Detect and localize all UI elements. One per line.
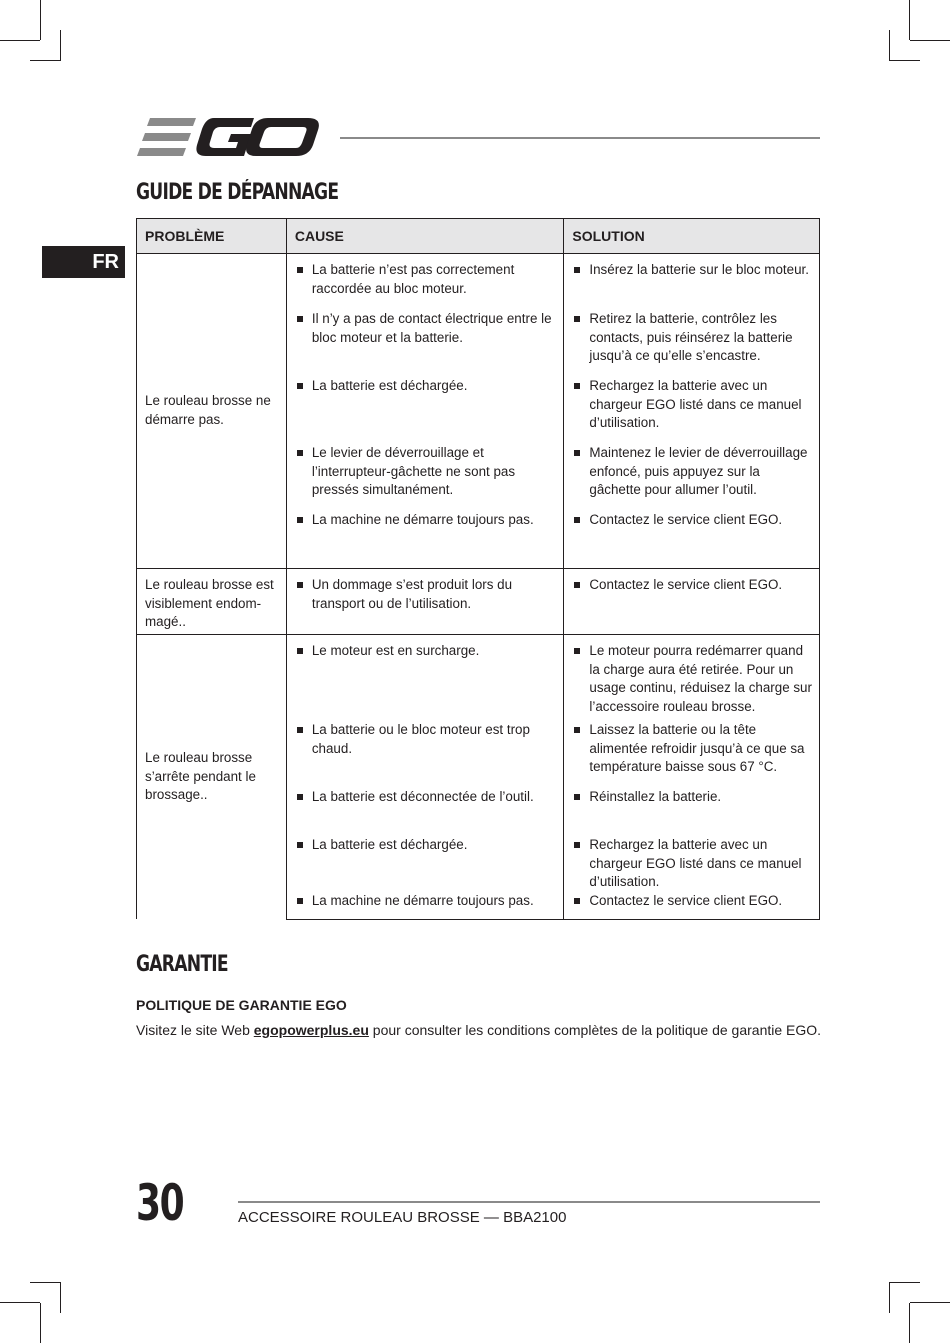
solution-text: Rechargez la batterie avec un chargeur EGO listé dans ce manuel d’utilisation. (564, 836, 819, 892)
cause-text: Le moteur est en surcharge. (287, 642, 564, 661)
crop-mark (60, 30, 61, 61)
crop-mark (910, 40, 950, 41)
crop-mark (909, 1303, 910, 1343)
problem-cell: Le rouleau brosse ne démarre pas. (137, 254, 287, 569)
solution-text: Maintenez le levier de déverrouillage enfoncé, puis appuyez sur la gâchette pour allumer l’outil. (564, 444, 819, 500)
cause-text: La batterie est déconnectée de l’outil. (287, 788, 564, 807)
crop-mark (40, 1303, 41, 1343)
cause-text: La machine ne démarre toujours pas. (287, 511, 564, 530)
problem-cell: Le rouleau brosse s’arrête pendant le brossage.. (137, 635, 287, 920)
footer-rule (238, 1201, 820, 1203)
warranty-text-before: Visitez le site Web (136, 1022, 254, 1038)
table-header-row (137, 219, 820, 254)
cause-cell (286, 569, 564, 635)
warranty-title: GARANTIE (136, 952, 228, 977)
solution-cell (564, 635, 820, 722)
cause-cell (286, 892, 564, 920)
solution-text: Retirez la batterie, contrôlez les contacts, puis réinsérez la batterie jusqu’à ce qu’elle s’encastre. (564, 310, 819, 366)
crop-mark (889, 30, 890, 61)
solution-text: Le moteur pourra redémarrer quand la charge aura été retirée. Pour un usage continu, réduisez la charge sur l’accessoire rouleau brosse. (564, 642, 819, 716)
cause-cell (286, 377, 564, 444)
cause-cell (286, 635, 564, 722)
table-row (137, 254, 820, 311)
solution-cell (564, 444, 820, 511)
solution-text: Laissez la batterie ou la tête alimentée refroidir jusqu’à ce que sa température baisse sous 67 °C. (564, 721, 819, 777)
solution-cell (564, 254, 820, 311)
crop-mark (909, 0, 910, 40)
solution-cell (564, 721, 820, 788)
cause-text: Le levier de déverrouillage et l’interrupteur-gâchette ne sont pas pressés simultanément. (287, 444, 564, 500)
crop-mark (40, 0, 41, 40)
solution-text: Réinstallez la batterie. (564, 788, 819, 807)
cause-cell (286, 836, 564, 892)
solution-text: Contactez le service client EGO. (564, 511, 819, 530)
crop-mark (889, 1282, 890, 1313)
crop-mark (889, 1282, 920, 1283)
page-number: 30 (136, 1174, 184, 1232)
header-rule (340, 137, 820, 139)
troubleshooting-table (136, 218, 820, 920)
cause-text: Il n’y a pas de contact électrique entre le bloc moteur et la batterie. (287, 310, 564, 347)
cause-text: La batterie n’est pas correctement raccordée au bloc moteur. (287, 261, 564, 298)
cause-text: La machine ne démarre toujours pas. (287, 892, 564, 911)
solution-cell (564, 511, 820, 569)
table-row (137, 569, 820, 635)
footer-text: ACCESSOIRE ROULEAU BROSSE — BBA2100 (238, 1209, 567, 1226)
table-row (137, 635, 820, 722)
warranty-link[interactable]: egopowerplus.eu (253, 1022, 369, 1038)
solution-cell (564, 836, 820, 892)
crop-mark (0, 1302, 40, 1303)
problem-cell: Le rouleau brosse est visiblement endom-magé.. (137, 569, 287, 635)
crop-mark (910, 1302, 950, 1303)
cause-text: La batterie est déchargée. (287, 377, 564, 396)
solution-cell (564, 788, 820, 836)
solution-cell (564, 377, 820, 444)
header-problem: PROBLÈME (137, 219, 287, 254)
cause-cell (286, 310, 564, 377)
troubleshooting-title: GUIDE DE DÉPANNAGE (136, 180, 339, 205)
warranty-text (136, 1022, 821, 1038)
cause-text: La batterie est déchargée. (287, 836, 564, 855)
cause-cell (286, 254, 564, 311)
header-solution: SOLUTION (564, 219, 820, 254)
cause-cell (286, 721, 564, 788)
cause-text: Un dommage s’est produit lors du transport ou de l’utilisation. (287, 576, 564, 613)
crop-mark (30, 1282, 61, 1283)
crop-mark (30, 60, 61, 61)
crop-mark (60, 1282, 61, 1313)
crop-mark (0, 40, 40, 41)
solution-text: Rechargez la batterie avec un chargeur EGO listé dans ce manuel d’utilisation. (564, 377, 819, 433)
crop-mark (889, 60, 920, 61)
warranty-subtitle: POLITIQUE DE GARANTIE EGO (136, 997, 347, 1013)
solution-text: Contactez le service client EGO. (564, 576, 819, 595)
solution-text: Insérez la batterie sur le bloc moteur. (564, 261, 819, 280)
header-cause: CAUSE (286, 219, 564, 254)
solution-cell (564, 569, 820, 635)
solution-cell (564, 892, 820, 920)
ego-logo (136, 116, 322, 160)
language-tab: FR (42, 246, 125, 278)
cause-cell (286, 511, 564, 569)
cause-text: La batterie ou le bloc moteur est trop chaud. (287, 721, 564, 758)
solution-text: Contactez le service client EGO. (564, 892, 819, 911)
solution-cell (564, 310, 820, 377)
cause-cell (286, 788, 564, 836)
cause-cell (286, 444, 564, 511)
warranty-text-after: pour consulter les conditions complètes de la politique de garantie EGO. (368, 1022, 822, 1038)
